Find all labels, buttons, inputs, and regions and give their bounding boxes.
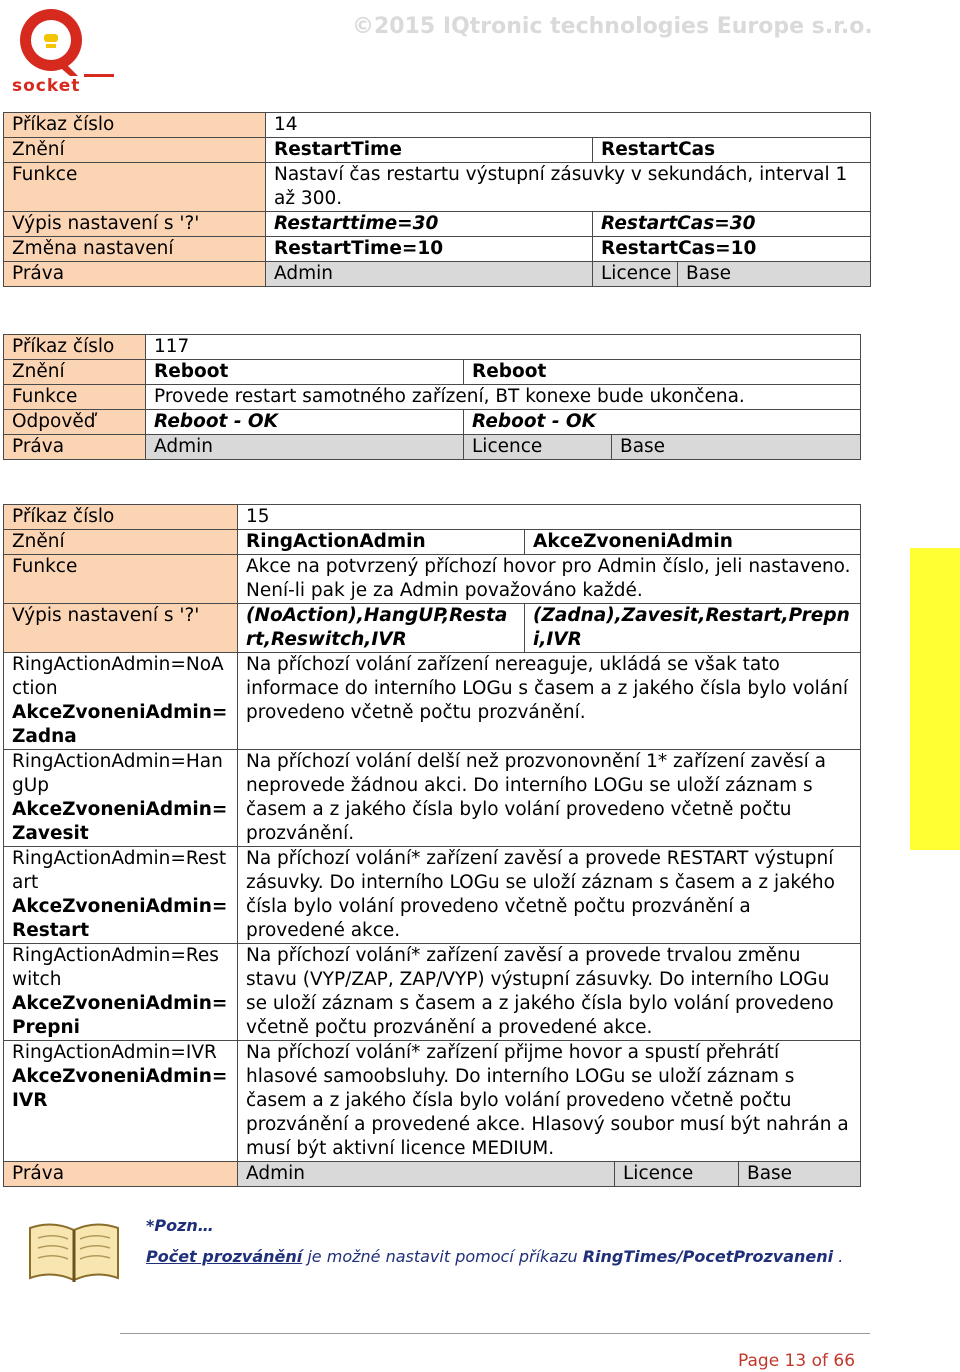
note-text <box>146 1247 843 1266</box>
command-name-cz: RestartCas <box>593 138 871 163</box>
label-cell: Příkaz číslo <box>4 505 238 530</box>
option-description: Na příchozí volání* zařízení zavěsí a provede trvalou změnu stavu (VYP/ZAP, ZAP/VYP) výstupní zásuvky. Do interního LOGu se uloží záznam s časem a z jakého čísla bylo volání provedeno včetně počtu prozvánění a provedené akce. <box>238 944 861 1041</box>
command-name-cz: AkceZvoneniAdmin <box>525 530 861 555</box>
command-table-14 <box>3 112 871 287</box>
listing-cz: RestartCas=30 <box>593 212 871 237</box>
option-cz: AkceZvoneniAdmin=Restart <box>12 896 228 941</box>
label-cell: Výpis nastavení s '?' <box>4 212 266 237</box>
label-cell: Příkaz číslo <box>4 113 266 138</box>
option-description: Na příchozí volání* zařízení zavěsí a provede RESTART výstupní zásuvky. Do interního LOGu se uloží záznam s časem a z jakého čísla bylo volání provedeno včetně počtu prozvánění a provedené akce. <box>238 847 861 944</box>
change-en: RestartTime=10 <box>266 237 593 262</box>
option-description: Na příchozí volání* zařízení přijme hovor a spustí přehrátí hlasové samoobsluhy. Do interního LOGu se uloží záznam s časem a z jakého čísla bylo volání provedeno včetně počtu prozvánění a provedené akce. Hlasový soubor musí být nahrán a musí být aktivní licence MEDIUM. <box>238 1041 861 1162</box>
label-cell: Funkce <box>4 385 146 410</box>
label-cell: Znění <box>4 360 146 385</box>
licence-value: Base <box>612 435 861 460</box>
option-cz: AkceZvoneniAdmin=Prepni <box>12 993 228 1038</box>
command-number: 14 <box>266 113 871 138</box>
licence-value: Base <box>739 1162 861 1187</box>
command-name-cz: Reboot <box>464 360 861 385</box>
listing-cz: (Zadna),Zavesit,Restart,Prepni,IVR <box>525 604 861 653</box>
option-cell <box>4 1041 238 1162</box>
licence-label: Licence <box>464 435 612 460</box>
command-name-en: RestartTime <box>266 138 593 163</box>
option-description: Na příchozí volání delší než prozvonονnění 1* zařízení zavěsí a neprovede žádnou akci. Do interního LOGu se uloží záznam s časem a z jakého čísla bylo volání provedeno včetně počtu prozvánění. <box>238 750 861 847</box>
listing-en: (NoAction),HangUP,Restart,Reswitch,IVR <box>238 604 525 653</box>
label-cell: Funkce <box>4 163 266 212</box>
logo-text: socket <box>12 76 81 96</box>
option-en: RingActionAdmin=Reswitch <box>12 945 219 990</box>
change-cz: RestartCas=10 <box>593 237 871 262</box>
option-cell <box>4 847 238 944</box>
rights-value: Admin <box>146 435 464 460</box>
label-cell: Změna nastavení <box>4 237 266 262</box>
label-cell: Funkce <box>4 555 238 604</box>
command-table-117 <box>3 334 861 460</box>
licence-label: Licence <box>593 262 678 287</box>
option-cz: AkceZvoneniAdmin=Zadna <box>12 702 228 747</box>
iq-socket-logo <box>6 4 118 96</box>
licence-value: Base <box>678 262 871 287</box>
side-highlight-bar <box>910 548 960 850</box>
page-number: Page 13 of 66 <box>738 1351 856 1371</box>
option-en: RingActionAdmin=IVR <box>12 1042 217 1063</box>
label-cell: Práva <box>4 435 146 460</box>
function-description: Akce na potvrzený příchozí hovor pro Admin číslo, jeli nastaveno. Není-li pak je za Admin považováno každé. <box>238 555 861 604</box>
option-description: Na příchozí volání zařízení nereaguje, ukládá se však tato informace do interního LOGu s časem a z jakého čísla bylo volání provedeno včetně počtu prozvánění. <box>238 653 861 750</box>
note-middle: je možné nastavit pomocí příkazu <box>302 1247 583 1266</box>
option-cz: AkceZvoneniAdmin=IVR <box>12 1066 228 1111</box>
label-cell: Práva <box>4 262 266 287</box>
copyright-text: ©2015 IQtronic technologies Europe s.r.o. <box>352 14 873 39</box>
label-cell: Znění <box>4 138 266 163</box>
function-description: Nastaví čas restartu výstupní zásuvky v sekundách, interval 1 až 300. <box>266 163 871 212</box>
note-command: RingTimes/PocetProzvaneni <box>582 1247 834 1266</box>
listing-en: Restarttime=30 <box>266 212 593 237</box>
option-en: RingActionAdmin=Restart <box>12 848 227 893</box>
command-name-en: RingActionAdmin <box>238 530 525 555</box>
footer-rule <box>120 1333 870 1334</box>
command-table-15 <box>3 504 861 1187</box>
note-term: Počet prozvánění <box>146 1247 303 1266</box>
command-number: 15 <box>238 505 861 530</box>
function-description: Provede restart samotného zařízení, BT konexe bude ukončena. <box>146 385 861 410</box>
licence-label: Licence <box>615 1162 739 1187</box>
option-cz: AkceZvoneniAdmin=Zavesit <box>12 799 228 844</box>
command-name-en: Reboot <box>146 360 464 385</box>
note-title: *Pozn… <box>146 1216 214 1235</box>
book-icon <box>26 1218 122 1290</box>
option-en: RingActionAdmin=NoAction <box>12 654 224 699</box>
response-en: Reboot - OK <box>146 410 464 435</box>
rights-value: Admin <box>238 1162 615 1187</box>
option-cell <box>4 944 238 1041</box>
response-cz: Reboot - OK <box>464 410 861 435</box>
option-cell <box>4 653 238 750</box>
option-en: RingActionAdmin=HangUp <box>12 751 223 796</box>
label-cell: Příkaz číslo <box>4 335 146 360</box>
rights-value: Admin <box>266 262 593 287</box>
label-cell: Znění <box>4 530 238 555</box>
label-cell: Odpověď <box>4 410 146 435</box>
label-cell: Výpis nastavení s '?' <box>4 604 238 653</box>
command-number: 117 <box>146 335 861 360</box>
option-cell <box>4 750 238 847</box>
note-end: . <box>833 1247 844 1266</box>
label-cell: Práva <box>4 1162 238 1187</box>
